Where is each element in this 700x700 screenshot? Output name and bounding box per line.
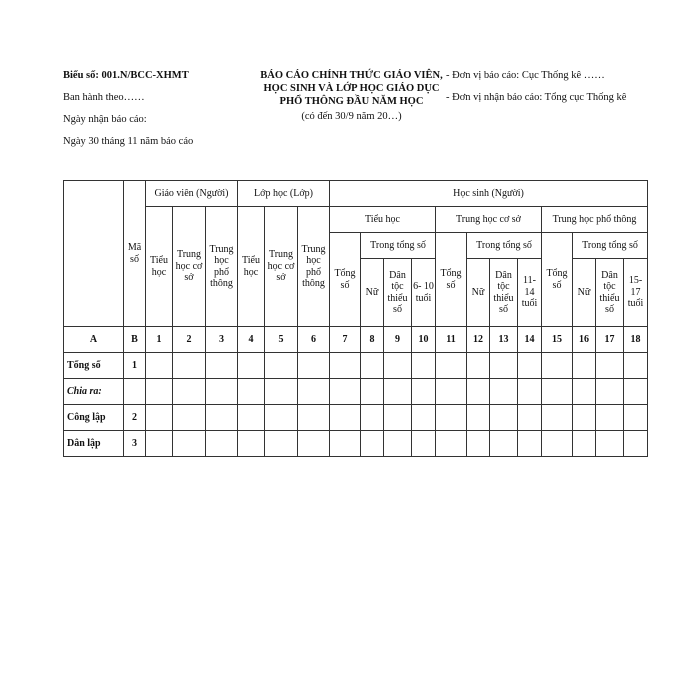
table-row-private bbox=[64, 431, 648, 457]
data-cell[interactable] bbox=[467, 431, 490, 457]
data-cell[interactable] bbox=[238, 405, 265, 431]
data-cell[interactable] bbox=[542, 431, 573, 457]
data-cell[interactable] bbox=[206, 431, 238, 457]
header-corner-cell bbox=[64, 181, 124, 327]
data-cell[interactable] bbox=[518, 405, 542, 431]
data-cell[interactable] bbox=[146, 379, 173, 405]
title-line-1: BÁO CÁO CHÍNH THỨC GIÁO VIÊN, bbox=[260, 70, 443, 81]
data-cell[interactable] bbox=[330, 379, 361, 405]
report-subtitle: (có đến 30/9 năm 20…) bbox=[301, 111, 402, 123]
title-line-3: PHỔ THÔNG ĐẦU NĂM HỌC bbox=[279, 96, 424, 108]
row-label-private: Dân lập bbox=[64, 431, 124, 457]
index-cell: 16 bbox=[573, 327, 596, 353]
data-cell[interactable] bbox=[384, 431, 412, 457]
table-row-breakdown bbox=[64, 379, 648, 405]
header-primary-female: Nữ bbox=[361, 259, 384, 327]
data-cell[interactable] bbox=[265, 431, 298, 457]
index-cell: 3 bbox=[206, 327, 238, 353]
index-cell: 1 bbox=[146, 327, 173, 353]
index-cell: 6 bbox=[298, 327, 330, 353]
data-cell[interactable] bbox=[173, 353, 206, 379]
header-primary-total: Tổng số bbox=[330, 233, 361, 327]
data-cell[interactable] bbox=[490, 353, 518, 379]
data-cell[interactable] bbox=[298, 431, 330, 457]
data-cell[interactable] bbox=[330, 405, 361, 431]
index-cell: 15 bbox=[542, 327, 573, 353]
form-info bbox=[63, 69, 263, 158]
report-date: Ngày 30 tháng 11 năm báo cáo bbox=[63, 136, 194, 148]
row-code: 1 bbox=[124, 353, 146, 379]
data-cell[interactable] bbox=[412, 353, 436, 379]
receiving-unit: - Đơn vị nhận báo cáo: Tổng cục Thống kê bbox=[446, 92, 627, 104]
data-cell[interactable] bbox=[518, 431, 542, 457]
data-cell[interactable] bbox=[265, 353, 298, 379]
index-cell: 7 bbox=[330, 327, 361, 353]
data-cell[interactable] bbox=[265, 379, 298, 405]
data-cell[interactable] bbox=[624, 379, 648, 405]
data-cell[interactable] bbox=[384, 353, 412, 379]
units-info bbox=[446, 69, 686, 113]
data-cell[interactable] bbox=[238, 379, 265, 405]
data-cell[interactable] bbox=[173, 405, 206, 431]
header-teachers: Giáo viên (Người) bbox=[146, 181, 238, 207]
data-cell[interactable] bbox=[436, 379, 467, 405]
data-cell[interactable] bbox=[542, 379, 573, 405]
data-cell[interactable] bbox=[490, 379, 518, 405]
data-cell[interactable] bbox=[436, 405, 467, 431]
index-cell: 8 bbox=[361, 327, 384, 353]
header-classes-lower: Trung học cơ sở bbox=[265, 207, 298, 327]
index-cell: B bbox=[124, 327, 146, 353]
receipt-date: Ngày nhận báo cáo: bbox=[63, 114, 147, 126]
data-cell[interactable] bbox=[384, 405, 412, 431]
index-cell: 13 bbox=[490, 327, 518, 353]
data-cell[interactable] bbox=[573, 379, 596, 405]
data-cell[interactable] bbox=[146, 353, 173, 379]
table-row-public bbox=[64, 405, 648, 431]
data-cell[interactable] bbox=[490, 405, 518, 431]
header-upper-total: Tổng số bbox=[542, 233, 573, 327]
header-upper-female: Nữ bbox=[573, 259, 596, 327]
data-cell[interactable] bbox=[518, 353, 542, 379]
data-cell[interactable] bbox=[624, 431, 648, 457]
data-cell[interactable] bbox=[518, 379, 542, 405]
data-cell[interactable] bbox=[173, 379, 206, 405]
data-cell[interactable] bbox=[173, 431, 206, 457]
data-cell[interactable] bbox=[412, 405, 436, 431]
data-cell[interactable] bbox=[467, 353, 490, 379]
header-primary-ethnic: Dân tộc thiểu số bbox=[384, 259, 412, 327]
row-code: 2 bbox=[124, 405, 146, 431]
data-cell[interactable] bbox=[596, 353, 624, 379]
header-primary-age: 6- 10 tuổi bbox=[412, 259, 436, 327]
data-cell[interactable] bbox=[238, 431, 265, 457]
data-cell[interactable] bbox=[206, 353, 238, 379]
reporting-unit: - Đơn vị báo cáo: Cục Thống kê …… bbox=[446, 70, 605, 81]
index-cell: 5 bbox=[265, 327, 298, 353]
data-cell[interactable] bbox=[265, 405, 298, 431]
index-cell: A bbox=[64, 327, 124, 353]
header-lower-of-which: Trong tổng số bbox=[467, 233, 542, 259]
header-students-primary: Tiểu học bbox=[330, 207, 436, 233]
data-cell[interactable] bbox=[146, 431, 173, 457]
header-upper-ethnic: Dân tộc thiểu số bbox=[596, 259, 624, 327]
form-code: Biểu số: 001.N/BCC-XHMT bbox=[63, 70, 189, 81]
index-cell: 9 bbox=[384, 327, 412, 353]
index-cell: 17 bbox=[596, 327, 624, 353]
data-cell[interactable] bbox=[596, 431, 624, 457]
header-upper-age: 15- 17 tuổi bbox=[624, 259, 648, 327]
row-code: 3 bbox=[124, 431, 146, 457]
data-cell[interactable] bbox=[330, 353, 361, 379]
index-cell: 11 bbox=[436, 327, 467, 353]
data-cell[interactable] bbox=[624, 405, 648, 431]
header-lower-ethnic: Dân tộc thiểu số bbox=[490, 259, 518, 327]
data-cell[interactable] bbox=[361, 431, 384, 457]
index-cell: 14 bbox=[518, 327, 542, 353]
index-cell: 18 bbox=[624, 327, 648, 353]
data-cell[interactable] bbox=[412, 379, 436, 405]
data-cell[interactable] bbox=[206, 379, 238, 405]
data-cell[interactable] bbox=[573, 405, 596, 431]
header-lower-total: Tổng số bbox=[436, 233, 467, 327]
data-cell[interactable] bbox=[384, 379, 412, 405]
header-teachers-upper: Trung học phổ thông bbox=[206, 207, 238, 327]
header-upper-of-which: Trong tổng số bbox=[573, 233, 648, 259]
data-cell[interactable] bbox=[624, 353, 648, 379]
data-cell[interactable] bbox=[490, 431, 518, 457]
data-cell[interactable] bbox=[573, 431, 596, 457]
data-cell[interactable] bbox=[330, 431, 361, 457]
report-table bbox=[63, 180, 648, 457]
header-students-upper: Trung học phổ thông bbox=[542, 207, 648, 233]
data-cell[interactable] bbox=[467, 405, 490, 431]
data-cell[interactable] bbox=[238, 353, 265, 379]
data-cell[interactable] bbox=[412, 431, 436, 457]
header-teachers-lower: Trung học cơ sở bbox=[173, 207, 206, 327]
index-cell: 10 bbox=[412, 327, 436, 353]
data-cell[interactable] bbox=[467, 379, 490, 405]
data-cell[interactable] bbox=[542, 353, 573, 379]
header-classes-upper: Trung học phổ thông bbox=[298, 207, 330, 327]
row-label-public: Công lập bbox=[64, 405, 124, 431]
table-row-total bbox=[64, 353, 648, 379]
data-cell[interactable] bbox=[298, 353, 330, 379]
report-title bbox=[244, 69, 459, 124]
data-cell[interactable] bbox=[436, 431, 467, 457]
header-teachers-primary: Tiểu học bbox=[146, 207, 173, 327]
data-cell[interactable] bbox=[361, 379, 384, 405]
header-students-lower: Trung học cơ sở bbox=[436, 207, 542, 233]
header-lower-female: Nữ bbox=[467, 259, 490, 327]
data-cell[interactable] bbox=[298, 405, 330, 431]
index-cell: 12 bbox=[467, 327, 490, 353]
data-cell[interactable] bbox=[206, 405, 238, 431]
header-primary-of-which: Trong tổng số bbox=[361, 233, 436, 259]
title-line-2: HỌC SINH VÀ LỚP HỌC GIÁO DỤC bbox=[263, 83, 440, 95]
data-cell[interactable] bbox=[361, 405, 384, 431]
data-cell[interactable] bbox=[146, 405, 173, 431]
row-code bbox=[124, 379, 146, 405]
index-cell: 4 bbox=[238, 327, 265, 353]
row-label-total: Tổng số bbox=[64, 353, 124, 379]
header-classes-primary: Tiểu học bbox=[238, 207, 265, 327]
row-label-breakdown: Chia ra: bbox=[64, 379, 124, 405]
data-cell[interactable] bbox=[361, 353, 384, 379]
header-lower-age: 11- 14 tuổi bbox=[518, 259, 542, 327]
index-cell: 2 bbox=[173, 327, 206, 353]
header-students: Học sinh (Người) bbox=[330, 181, 648, 207]
header-classes: Lớp học (Lớp) bbox=[238, 181, 330, 207]
issued-by: Ban hành theo…… bbox=[63, 92, 145, 104]
data-cell[interactable] bbox=[596, 405, 624, 431]
header-code: Mã số bbox=[124, 181, 146, 327]
data-cell[interactable] bbox=[436, 353, 467, 379]
data-cell[interactable] bbox=[573, 353, 596, 379]
index-row bbox=[64, 327, 648, 353]
data-cell[interactable] bbox=[298, 379, 330, 405]
data-cell[interactable] bbox=[542, 405, 573, 431]
data-cell[interactable] bbox=[596, 379, 624, 405]
